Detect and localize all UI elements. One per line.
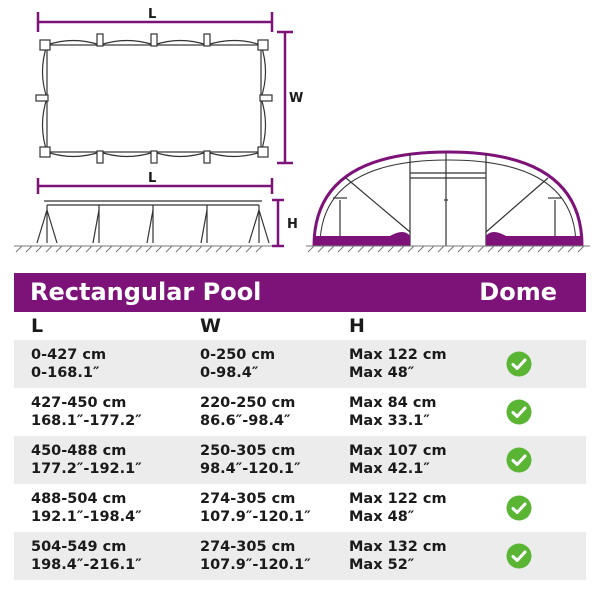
height-cm: Max 84 cm [349, 395, 437, 411]
height-in: Max 42.1″ [349, 461, 430, 477]
size-table [14, 340, 586, 580]
width-cell [200, 442, 301, 478]
pool-side-view [37, 201, 269, 243]
ground-hatch-left [14, 246, 272, 252]
table-header-bar [14, 273, 586, 312]
width-in: 98.4″-120.1″ [200, 461, 301, 477]
width-in: 86.6″-98.4″ [200, 413, 291, 429]
width-in: 0-98.4″ [200, 365, 259, 381]
length-cell [31, 490, 142, 526]
check-icon [506, 447, 532, 473]
height-cm: Max 107 cm [349, 443, 447, 459]
length-cm: 488-504 cm [31, 491, 127, 507]
top-view-width-label: W [289, 91, 304, 106]
column-header-width: W [200, 315, 221, 337]
width-cell [200, 490, 311, 526]
table-row [14, 484, 586, 532]
width-cm: 0-250 cm [200, 347, 276, 363]
length-in: 168.1″-177.2″ [31, 413, 142, 429]
table-title: Rectangular Pool [30, 278, 262, 306]
width-cell [200, 346, 275, 382]
column-header-height: H [349, 315, 365, 337]
width-cm: 220-250 cm [200, 395, 296, 411]
height-cell [349, 394, 437, 430]
table-row [14, 340, 586, 388]
length-cm: 0-427 cm [31, 347, 107, 363]
width-in: 107.9″-120.1″ [200, 557, 311, 573]
side-view-length-label: L [148, 171, 157, 186]
height-in: Max 52″ [349, 557, 415, 573]
height-in: Max 33.1″ [349, 413, 430, 429]
length-cell [31, 538, 142, 574]
table-row [14, 436, 586, 484]
length-in: 0-168.1″ [31, 365, 100, 381]
length-in: 192.1″-198.4″ [31, 509, 142, 525]
column-header-length: L [31, 315, 44, 337]
height-cell [349, 346, 447, 382]
width-cell [200, 394, 295, 430]
length-in: 198.4″-216.1″ [31, 557, 142, 573]
pool-top-view [36, 34, 272, 163]
check-icon [506, 351, 532, 377]
dome-column-header: Dome [479, 278, 557, 306]
height-cell [349, 538, 447, 574]
side-view-height-label: H [287, 217, 298, 232]
length-cell [31, 442, 142, 478]
width-cm: 274-305 cm [200, 539, 296, 555]
width-cell [200, 538, 311, 574]
length-cm: 427-450 cm [31, 395, 127, 411]
check-icon [506, 399, 532, 425]
check-icon [506, 495, 532, 521]
length-cell [31, 394, 142, 430]
width-in: 107.9″-120.1″ [200, 509, 311, 525]
side-view-height-dimension [272, 200, 284, 246]
width-cm: 274-305 cm [200, 491, 296, 507]
height-cm: Max 122 cm [349, 491, 447, 507]
height-cm: Max 132 cm [349, 539, 447, 555]
length-cm: 504-549 cm [31, 539, 127, 555]
height-cm: Max 122 cm [349, 347, 447, 363]
length-cm: 450-488 cm [31, 443, 127, 459]
height-cell [349, 490, 447, 526]
height-in: Max 48″ [349, 509, 415, 525]
pool-diagrams [0, 0, 600, 270]
height-in: Max 48″ [349, 365, 415, 381]
check-icon [506, 543, 532, 569]
table-row [14, 532, 586, 580]
height-cell [349, 442, 447, 478]
ground-hatch-right [306, 246, 590, 252]
width-cm: 250-305 cm [200, 443, 296, 459]
length-in: 177.2″-192.1″ [31, 461, 142, 477]
length-cell [31, 346, 106, 382]
top-view-length-label: L [148, 7, 157, 22]
column-headers [14, 312, 586, 340]
table-row [14, 388, 586, 436]
dome-side-view [314, 152, 582, 246]
